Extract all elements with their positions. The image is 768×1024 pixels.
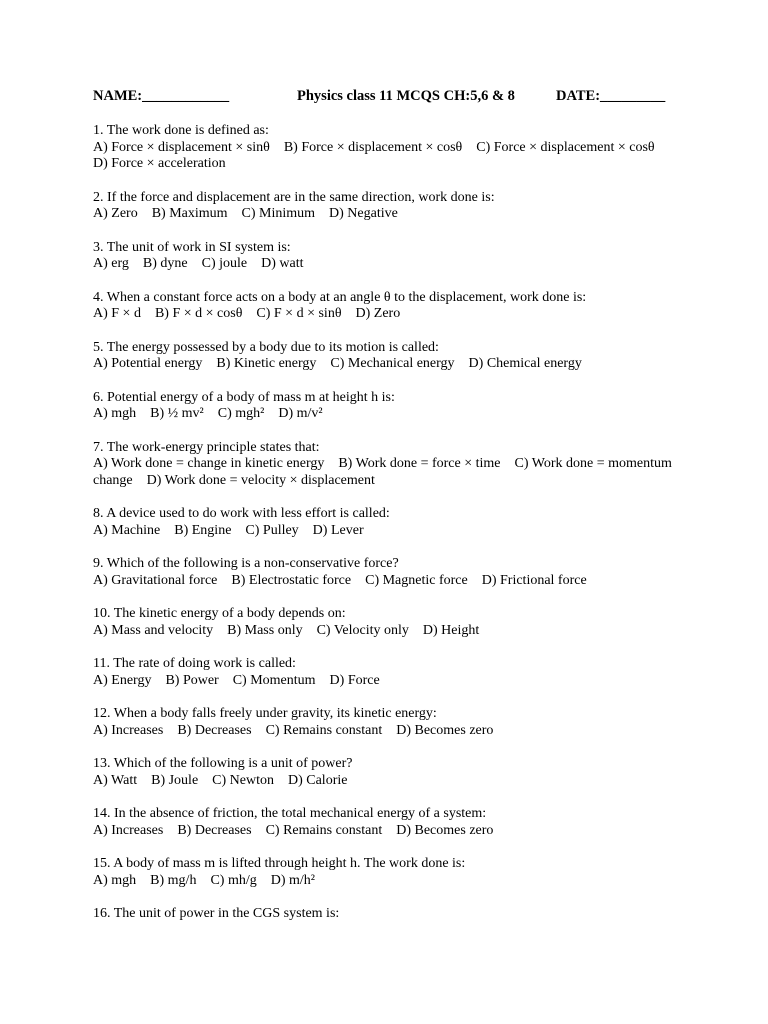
question-item	[93, 606, 683, 639]
question-item	[93, 123, 683, 173]
worksheet-header	[93, 88, 683, 106]
question-text: 8. A device used to do work with less effort is called:	[93, 506, 390, 521]
question-options: A) F × d B) F × d × cosθ C) F × d × sinθ D) Zero	[93, 306, 401, 321]
question-options: A) Force × displacement × sinθ B) Force × displacement × cosθ C) Force × displacement × cosθ D) Force × acceleration	[93, 139, 669, 171]
question-item	[93, 506, 683, 539]
date-field-label: DATE:_________	[556, 88, 666, 104]
question-options: A) Energy B) Power C) Momentum D) Force	[93, 672, 380, 688]
question-text: 7. The work-energy principle states that:	[93, 439, 320, 455]
question-item	[93, 906, 683, 923]
question-item	[93, 240, 683, 273]
question-item	[93, 556, 683, 589]
question-text: 3. The unit of work in SI system is:	[93, 239, 291, 255]
worksheet-page	[93, 88, 683, 923]
question-text: 14. In the absence of friction, the total mechanical energy of a system:	[93, 806, 487, 821]
question-options: A) Watt B) Joule C) Newton D) Calorie	[93, 772, 348, 788]
question-text: 6. Potential energy of a body of mass m at height h is:	[93, 389, 395, 405]
question-options: A) Mass and velocity B) Mass only C) Velocity only D) Height	[93, 622, 480, 638]
question-options: A) Gravitational force B) Electrostatic force C) Magnetic force D) Frictional force	[93, 572, 587, 588]
question-item	[93, 806, 683, 839]
question-text: 15. A body of mass m is lifted through height h. The work done is:	[93, 856, 466, 871]
question-text: 2. If the force and displacement are in the same direction, work done is:	[93, 189, 495, 205]
question-text: 11. The rate of doing work is called:	[93, 656, 296, 671]
question-options: A) mgh B) mg/h C) mh/g D) m/h²	[93, 872, 315, 888]
worksheet-title: Physics class 11 MCQS CH:5,6 & 8	[297, 88, 515, 104]
question-item	[93, 390, 683, 423]
question-options: A) erg B) dyne C) joule D) watt	[93, 256, 304, 271]
question-item	[93, 290, 683, 323]
question-options: A) Potential energy B) Kinetic energy C) Mechanical energy D) Chemical energy	[93, 356, 582, 371]
question-item	[93, 656, 683, 689]
question-options: A) Machine B) Engine C) Pulley D) Lever	[93, 522, 364, 538]
question-options: A) Work done = change in kinetic energy B) Work done = force × time C) Work done = momentum change D) Work done = velocity × displacement	[93, 456, 676, 488]
question-text: 9. Which of the following is a non-conservative force?	[93, 556, 399, 571]
question-text: 4. When a constant force acts on a body at an angle θ to the displacement, work done is:	[93, 289, 587, 305]
name-field-label: NAME:____________	[93, 88, 230, 104]
question-options: A) Increases B) Decreases C) Remains constant D) Becomes zero	[93, 722, 494, 738]
question-item	[93, 440, 683, 490]
question-options: A) Zero B) Maximum C) Minimum D) Negative	[93, 206, 398, 221]
question-options: A) mgh B) ½ mv² C) mgh² D) m/v²	[93, 406, 323, 421]
question-text: 12. When a body falls freely under gravity, its kinetic energy:	[93, 706, 437, 721]
question-text: 1. The work done is defined as:	[93, 123, 269, 138]
question-text: 13. Which of the following is a unit of power?	[93, 756, 353, 771]
question-item	[93, 340, 683, 373]
question-item	[93, 706, 683, 739]
question-text: 10. The kinetic energy of a body depends on:	[93, 606, 346, 621]
question-options: A) Increases B) Decreases C) Remains constant D) Becomes zero	[93, 822, 494, 838]
question-text: 16. The unit of power in the CGS system is:	[93, 906, 340, 921]
question-item	[93, 756, 683, 789]
question-item	[93, 190, 683, 223]
question-item	[93, 856, 683, 889]
question-text: 5. The energy possessed by a body due to its motion is called:	[93, 339, 439, 355]
